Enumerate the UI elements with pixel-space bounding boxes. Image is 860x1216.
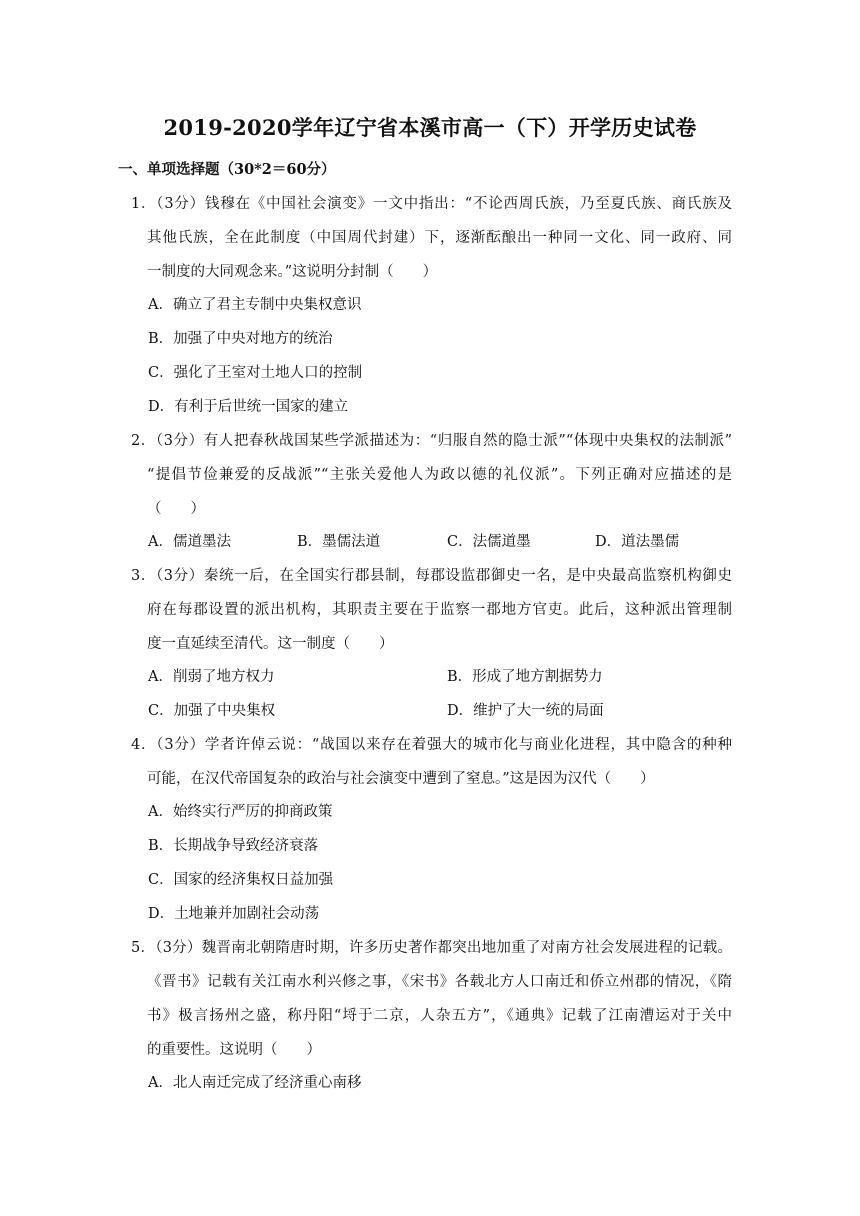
question-4-option-a[interactable]: A．始终实行严厉的抑商政策 <box>148 804 333 820</box>
question-5-line-3: 书》极言扬州之盛，称丹阳“埒于二京，人杂五方”，《通典》记载了江南漕运对于关中 <box>147 1008 732 1024</box>
question-3-line-1: 3．（3分）秦统一后，在全国实行郡县制，每郡设监郡御史一名，是中央最高监察机构御史 <box>131 568 732 584</box>
question-1-option-d[interactable]: D．有利于后世统一国家的建立 <box>148 399 349 415</box>
question-5-line-2: 《晋书》记载有关江南水利兴修之事，《宋书》各载北方人口南迁和侨立州郡的情况，《隋 <box>147 974 732 990</box>
question-4-option-b[interactable]: B．长期战争导致经济衰落 <box>148 838 319 854</box>
question-3-line-2: 府在每郡设置的派出机构，其职责主要在于监察一郡地方官吏。此后，这种派出管理制 <box>147 602 732 618</box>
question-1-line-3: 一制度的大同观念来。”这说明分封制（ ） <box>147 264 438 280</box>
exam-title: 2019-2020学年辽宁省本溪市高一（下）开学历史试卷 <box>163 115 697 140</box>
question-1-option-a[interactable]: A．确立了君主专制中央集权意识 <box>148 297 362 313</box>
question-3-option-b[interactable]: B．形成了地方割据势力 <box>447 669 603 685</box>
question-2-line-2: “提倡节俭兼爱的反战派”“主张关爱他人为政以德的礼仪派”。下列正确对应描述的是 <box>147 467 732 483</box>
question-2-option-c[interactable]: C．法儒道墨 <box>447 534 531 550</box>
question-3-option-a[interactable]: A．削弱了地方权力 <box>148 669 275 685</box>
question-3-line-3: 度一直延续至清代。这一制度（ ） <box>147 636 394 652</box>
question-1-option-c[interactable]: C．强化了王室对土地人口的控制 <box>148 365 363 381</box>
question-2-option-a[interactable]: A．儒道墨法 <box>148 534 231 550</box>
question-5-line-4: 的重要性。这说明（ ） <box>147 1042 321 1058</box>
question-3-option-c[interactable]: C．加强了中央集权 <box>148 703 276 719</box>
question-4-line-2: 可能，在汉代帝国复杂的政治与社会演变中遭到了窒息。”这是因为汉代（ ） <box>147 771 655 787</box>
question-4-option-c[interactable]: C．国家的经济集权日益加强 <box>148 872 334 888</box>
question-3-option-d[interactable]: D．维护了大一统的局面 <box>447 703 604 719</box>
section-heading: 一、单项选择题（30*2＝60分） <box>118 161 336 178</box>
question-4-option-d[interactable]: D．土地兼并加剧社会动荡 <box>148 906 320 922</box>
question-4-line-1: 4．（3分）学者许倬云说：“战国以来存在着强大的城市化与商业化进程，其中隐含的种种 <box>131 737 732 753</box>
question-2-option-d[interactable]: D．道法墨儒 <box>595 534 680 550</box>
question-2-line-1: 2．（3分）有人把春秋战国某些学派描述为：“归服自然的隐士派”“体现中央集权的法制派” <box>131 433 732 449</box>
question-2-line-3: （ ） <box>147 501 205 517</box>
question-1-line-1: 1．（3分）钱穆在《中国社会演变》一文中指出：“不论西周氏族，乃至夏氏族、商氏族及 <box>131 196 732 212</box>
question-5-option-a[interactable]: A．北人南迁完成了经济重心南移 <box>148 1075 362 1091</box>
question-2-option-b[interactable]: B．墨儒法道 <box>297 534 381 550</box>
question-1-line-2: 其他氏族，全在此制度（中国周代封建）下，逐渐酝酿出一种同一文化、同一政府、同 <box>147 230 732 246</box>
question-1-option-b[interactable]: B．加强了中央对地方的统治 <box>148 331 333 347</box>
question-5-line-1: 5．（3分）魏晋南北朝隋唐时期，许多历史著作都突出地加重了对南方社会发展进程的记载。 <box>131 940 732 956</box>
